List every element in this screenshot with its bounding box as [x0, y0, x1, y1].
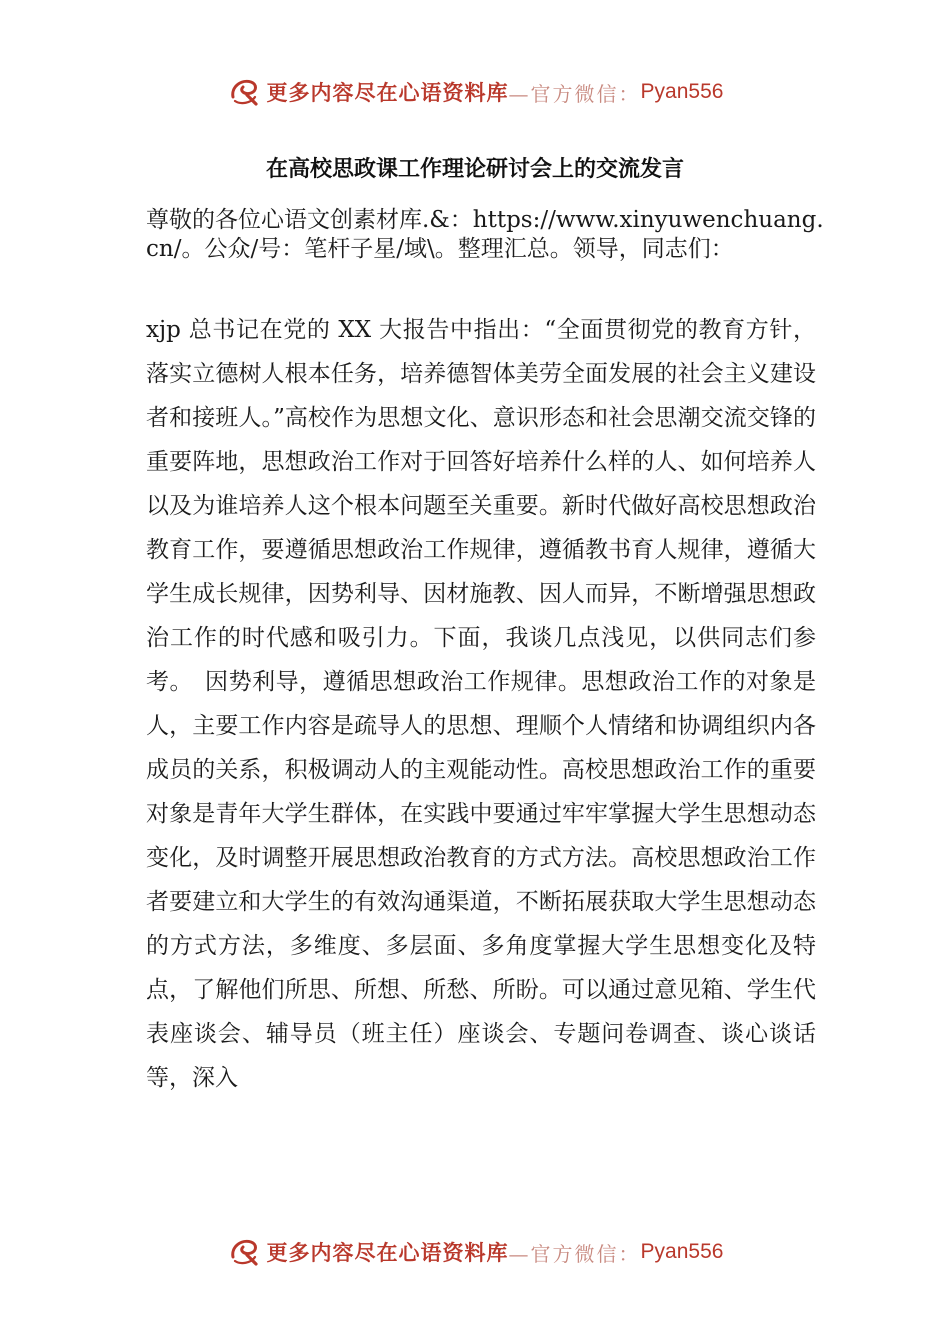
banner-wechat-id: Pyan556 [640, 80, 724, 103]
brush-swirl-logo-icon [227, 75, 261, 109]
footer-banner [0, 1232, 950, 1272]
header-banner [0, 72, 950, 112]
document-body: xjp 总书记在党的 XX 大报告中指出：“全面贯彻党的教育方针，落实立德树人根本任务，培养德智体美劳全面发展的社会主义建设者和接班人。”高校作为思想文化、意识形态和社会思潮交流交锋的重要阵地，思想政治工作对于回答好培养什么样的人、如何培养人以及为谁培养人这个根本问题至关重要。新时代做好高校思想政治教育工作，要遵循思想政治工作规律，遵循教书育人规律，遵循大学生成长规律，因势利导、因材施教、因人而异，不断增强思想政治工作的时代感和吸引力。下面，我谈几点浅见，以供同志们参考。 因势利导，遵循思想政治工作规律。思想政治工作的对象是人，主要工作内容是疏导人的思想、理顺个人情绪和协调组织内各成员的关系，积极调动人的主观能动性。高校思想政治工作的重要对象是青年大学生群体，在实践中要通过牢牢掌握大学生思想动态变化，及时调整开展思想政治教育的方式方法。高校思想政治工作者要建立和大学生的有效沟通渠道，不断拓展获取大学生思想动态的方式方法，多维度、多层面、多角度掌握大学生思想变化及特点，了解他们所思、所想、所愁、所盼。可以通过意见箱、学生代表座谈会、辅导员（班主任）座谈会、专题问卷调查、谈心谈话等，深入 [146, 317, 816, 1091]
banner-wechat-label: —官方微信： [508, 1241, 641, 1266]
banner-wechat-label: —官方微信： [508, 81, 641, 106]
document-greeting: 尊敬的各位心语文创素材库.&：https://www.xinyuwenchuang.cn/。公众/号：笔杆子星/域\。整理汇总。领导，同志们： [146, 207, 824, 262]
banner-wechat-id: Pyan556 [640, 1240, 724, 1263]
brush-swirl-logo-icon [227, 1235, 261, 1269]
banner-brand-text: 更多内容尽在心语资料库 [266, 80, 509, 105]
banner-brand-text: 更多内容尽在心语资料库 [266, 1240, 509, 1265]
document-title: 在高校思政课工作理论研讨会上的交流发言 [265, 157, 684, 182]
